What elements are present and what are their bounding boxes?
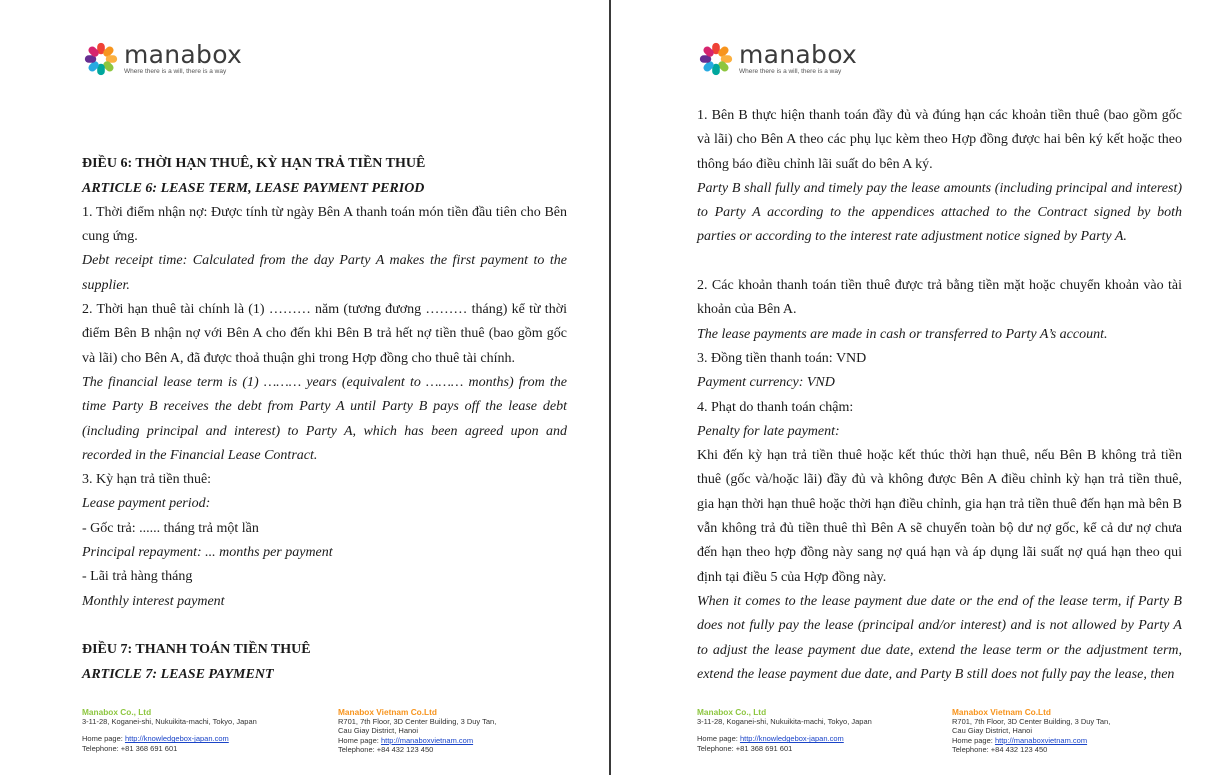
paragraph-en: Principal repayment: ... months per payment [82,545,333,561]
paragraph-spacer [697,250,1182,274]
paragraph-vi: 2. Các khoản thanh toán tiền thuê được trả bằng tiền mặt hoặc chuyển khoản vào tài khoản của Bên A. [697,278,1182,318]
footer-company-japan [697,708,872,753]
paragraph-vi: 3. Kỳ hạn trả tiền thuê: [82,472,212,488]
footer-company-name: Manabox Vietnam Co.Ltd [338,707,437,717]
manabox-flower-icon [82,40,120,78]
paragraph-en: When it comes to the lease payment due date or the end of the lease term, if Party B does not fully pay the lease (principal and/or interest) and is not allowed by Party A to adjust the lease payment due date, extend the lease term or the adjustment term, extend the lease payment due date, and Party B still does not fully pay the lease, then [697,593,1182,682]
paragraph-en: Monthly interest payment [82,593,225,609]
paragraph-en: Lease payment period: [82,496,211,512]
section-heading-en: ARTICLE 7: LEASE PAYMENT [82,666,274,682]
footer-homepage-label: Home page: [697,734,740,744]
paragraph-vi: 4. Phạt do thanh toán chậm: [697,399,854,415]
section-heading-en: ARTICLE 6: LEASE TERM, LEASE PAYMENT PERIOD [82,180,425,196]
footer-company-name: Manabox Vietnam Co.Ltd [952,707,1051,717]
footer-company-name: Manabox Co., Ltd [697,707,767,717]
paragraph-vi: - Lãi trả hàng tháng [82,569,193,585]
paragraph-en: Penalty for late payment: [697,423,840,439]
footer-homepage-link[interactable]: http://knowledgebox-japan.com [124,734,229,744]
footer-company-vietnam [952,708,1110,754]
footer-homepage [338,736,496,745]
footer-homepage [82,734,257,743]
paragraph-vi: 2. Thời hạn thuê tài chính là (1) ……… năm (tương đương ……… tháng) kể từ thời điểm Bên B nhận nợ với Bên A cho đến khi Bên B trả hết nợ tiền thuê (bao gồm gốc và lãi) cho Bên A, đã được thoả thuận ghi trong Hợp đồng cho thuê tài chính. [82,302,567,366]
manabox-logo [82,40,242,78]
footer-homepage-label: Home page: [82,734,125,744]
footer-homepage-link[interactable]: http://knowledgebox-japan.com [739,734,844,744]
paragraph-vi: Khi đến kỳ hạn trả tiền thuê hoặc kết thúc thời hạn thuê, nếu Bên B không trả tiền thuê (gốc và/hoặc lãi) đầy đủ và không được Bên A điều chỉnh kỳ hạn trả tiền thuê, gia hạn thời hạn thuê hoặc thời hạn điều chỉnh, gia hạn trả tiền thuê đến hạn mà bên B vẫn không trả đủ tiền thuê thì Bên A sẽ chuyển toàn bộ dư nợ gốc, kể cả dư nợ chưa đến hạn theo hợp đồng này sang nợ quá hạn và áp dụng lãi suất nợ quá hạn theo qui định tại điều 5 của Hợp đồng này. [697,448,1182,585]
logo-tagline: Where there is a will, there is a way [739,68,842,75]
paragraph-vi: 1. Bên B thực hiện thanh toán đầy đủ và đúng hạn các khoản tiền thuê (bao gồm gốc và lãi) cho Bên A theo các phụ lục kèm theo Hợp đồng được hai bên ký kết hoặc theo thông báo điều chỉnh lãi suất do bên A ký. [697,108,1182,172]
footer-homepage [697,734,872,743]
paragraph-en: Debt receipt time: Calculated from the day Party A makes the first payment to the supplier. [82,253,567,293]
page-content-left [82,128,567,687]
footer-telephone: Telephone: +81 368 691 601 [82,743,178,753]
footer-homepage [952,736,1110,745]
manabox-logo [697,40,857,78]
footer-telephone: Telephone: +84 432 123 450 [952,744,1048,754]
footer-company-name: Manabox Co., Ltd [82,707,152,717]
footer-homepage-label: Home page: [952,735,995,745]
footer-address-line: R701, 7th Floor, 3D Center Building, 3 Duy Tan, [952,717,1111,727]
section-heading-vi: ĐIỀU 6: THỜI HẠN THUÊ, KỲ HẠN TRẢ TIỀN THUÊ [82,156,426,172]
paragraph-vi: 3. Đồng tiền thanh toán: VND [697,350,867,366]
footer-address-line: R701, 7th Floor, 3D Center Building, 3 Duy Tan, [338,717,497,727]
footer-homepage-link[interactable]: http://manaboxvietnam.com [994,735,1088,745]
logo-tagline: Where there is a will, there is a way [124,68,227,75]
paragraph-en: The lease payments are made in cash or transferred to Party A’s account. [697,326,1108,342]
footer-telephone: Telephone: +81 368 691 601 [697,743,793,753]
paragraph-en: Party B shall fully and timely pay the lease amounts (including principal and interest) to Party A according to the appendices attached to the Contract signed by both parties or according to the interest rate adjustment notice signed by Party A. [697,180,1182,245]
paragraph-vi: - Gốc trả: ...... tháng trả một lần [82,520,259,536]
paragraph-en: Payment currency: VND [697,375,835,391]
footer-address-line: 3-11-28, Koganei-shi, Nukuikita-machi, Tokyo, Japan [697,717,872,727]
footer-telephone: Telephone: +84 432 123 450 [338,744,434,754]
paragraph-vi: 1. Thời điểm nhận nợ: Được tính từ ngày Bên A thanh toán món tiền đầu tiên cho Bên cung ứng. [82,204,567,245]
logo-name: manabox [124,40,243,69]
section-heading-vi: ĐIỀU 7: THANH TOÁN TIỀN THUÊ [82,642,311,658]
manabox-flower-icon [697,40,735,78]
paragraph-en: The financial lease term is (1) ……… years (equivalent to ……… months) from the time Party B receives the debt from Party A until Party B pays off the lease debt (including principal and interest) to Party A, which has been agreed upon and recorded in the Financial Lease Contract. [82,374,567,463]
footer-homepage-link[interactable]: http://manaboxvietnam.com [380,735,474,745]
footer-address-line: Cau Giay District, Hanoi [338,726,419,736]
page-content-right [697,104,1182,687]
document-page-right [611,0,1218,775]
footer-address-line: Cau Giay District, Hanoi [952,726,1033,736]
footer-company-japan [82,708,257,753]
footer-company-vietnam [338,708,496,754]
footer-address-line: 3-11-28, Koganei-shi, Nukuikita-machi, Tokyo, Japan [82,717,257,727]
logo-name: manabox [739,40,858,69]
paragraph-spacer [82,614,567,638]
paragraph-spacer [82,128,567,152]
footer-homepage-label: Home page: [338,735,381,745]
